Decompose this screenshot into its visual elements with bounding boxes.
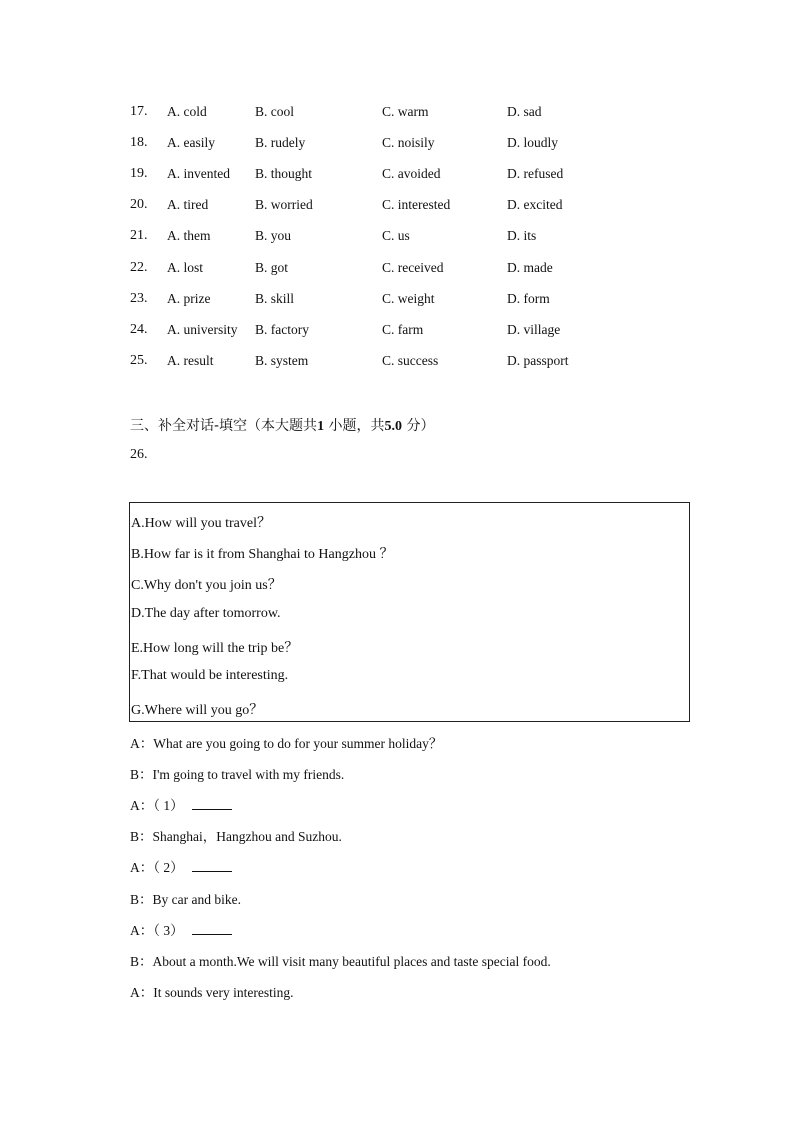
box-option-e: E.How long will the trip be？ [131,641,299,656]
question-row [130,197,690,217]
option-c: C. farm [382,322,424,337]
option-c: C. interested [382,197,451,212]
option-a: A. invented [167,166,230,181]
option-c: C. success [382,353,439,368]
option-a: A. them [167,228,211,243]
option-d: D. excited [507,197,563,212]
question-row [130,228,690,248]
section-heading [130,415,434,435]
dialogue-line [130,856,232,876]
option-c: C. weight [382,291,435,306]
section-middle: 小题，共 [324,418,385,434]
option-c: C. warm [382,104,429,119]
option-b: B. you [255,228,292,243]
option-a: A. tired [167,197,209,212]
question-row [130,104,690,124]
option-b: B. factory [255,322,309,337]
option-b: B. system [255,353,309,368]
answer-blank-1[interactable] [192,797,232,810]
question-row [130,291,690,311]
option-d: D. form [507,291,550,306]
option-b: B. rudely [255,135,306,150]
option-d: D. loudly [507,135,559,150]
question-number: 19. [130,166,148,181]
question-number: 23. [130,291,148,306]
dialogue-text: B：By car and bike. [130,892,241,907]
dialogue-text: A：（ 2） [130,860,184,875]
option-b: B. thought [255,166,313,181]
option-a: A. university [167,322,238,337]
dialogue-text: B：Shanghai，Hangzhou and Suzhou. [130,829,342,844]
option-a: A. lost [167,260,204,275]
option-d: D. its [507,228,537,243]
dialogue-text: A：What are you going to do for your summer holiday？ [130,736,443,751]
dialogue-text: A：（ 3） [130,923,184,938]
answer-blank-2[interactable] [192,859,232,872]
question-number: 18. [130,135,148,150]
question-number: 17. [130,104,148,119]
option-a: A. result [167,353,214,368]
question-number: 25. [130,353,148,368]
box-option-a: A.How will you travel？ [131,516,271,531]
dialogue-line [130,888,241,908]
dialogue-line [130,919,232,939]
question-number: 22. [130,260,148,275]
dialogue-text: B：About a month.We will visit many beautiful places and taste special food. [130,954,551,969]
option-a: A. prize [167,291,211,306]
option-c: C. avoided [382,166,441,181]
question-number: 20. [130,197,148,212]
dialogue-line [130,950,551,970]
section-suffix: 分） [402,418,435,434]
option-d: D. made [507,260,553,275]
box-option-f: F.That would be interesting. [131,668,289,683]
question-number: 24. [130,322,148,337]
box-option-c: C.Why don't you join us？ [131,578,282,593]
option-d: D. village [507,322,561,337]
answer-blank-3[interactable] [192,922,232,935]
option-a: A. easily [167,135,215,150]
option-c: C. received [382,260,444,275]
question-row [130,353,690,373]
section-score: 5.0 [384,419,403,434]
box-option-b: B.How far is it from Shanghai to Hangzhou ？ [131,547,394,562]
options-box [129,502,690,722]
option-c: C. us [382,228,410,243]
box-option-g: G.Where will you go？ [131,703,264,718]
option-c: C. noisily [382,135,435,150]
question-row [130,135,690,155]
box-option-d: D.The day after tomorrow. [131,606,281,621]
option-d: D. refused [507,166,564,181]
option-d: D. sad [507,104,542,119]
option-d: D. passport [507,353,569,368]
option-a: A. cold [167,104,207,119]
option-b: B. worried [255,197,313,212]
dialogue-line [130,981,293,1001]
question-row [130,166,690,186]
section-count: 1 [317,419,325,434]
dialogue-text: B：I'm going to travel with my friends. [130,767,345,782]
dialogue-text: A：It sounds very interesting. [130,985,294,1000]
dialogue-line [130,794,232,814]
question-number: 21. [130,228,148,243]
dialogue-text: A：（ 1） [130,798,184,813]
question-row [130,260,690,280]
dialogue-line [130,763,344,783]
option-b: B. skill [255,291,295,306]
question-number-26: 26. [130,447,148,462]
dialogue-line [130,825,342,845]
section-prefix: 三、补全对话-填空（本大题共 [130,418,318,434]
question-row [130,322,690,342]
dialogue-line [130,732,442,752]
option-b: B. cool [255,104,294,119]
option-b: B. got [255,260,289,275]
